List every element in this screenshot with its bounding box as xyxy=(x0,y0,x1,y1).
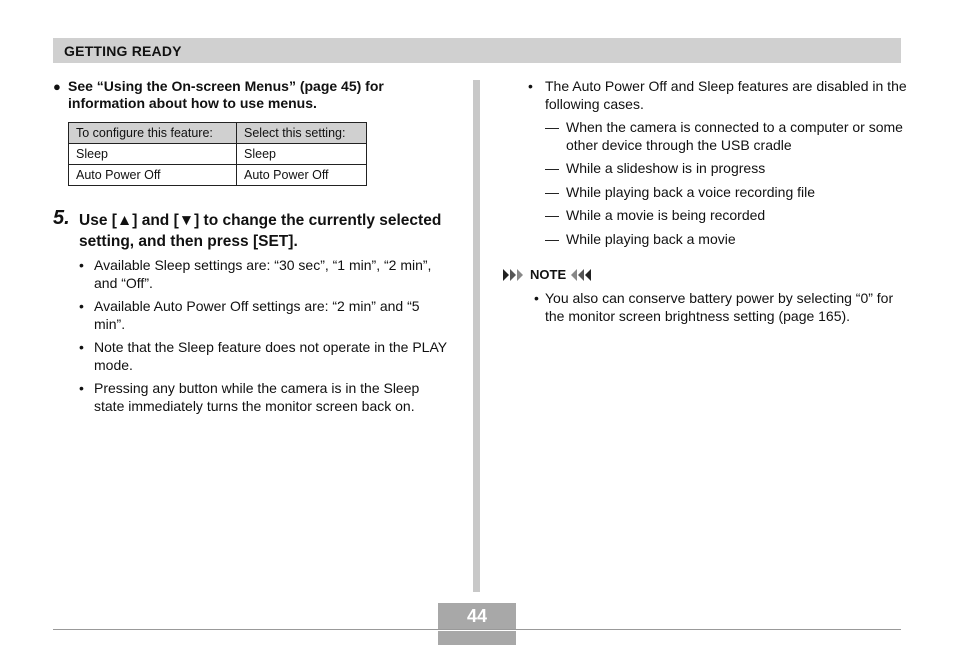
page-number-tab xyxy=(438,631,516,645)
bullet-icon: • xyxy=(79,298,84,314)
page-number: 44 xyxy=(438,603,516,629)
list-item-text: Available Auto Power Off settings are: “2 min” and “5 min”. xyxy=(94,298,420,332)
intro-text: See “Using the On-screen Menus” (page 45) for information about how to use menus. xyxy=(68,78,384,111)
list-item xyxy=(79,257,449,292)
list-item-text: While a movie is being recorded xyxy=(566,207,766,223)
table-cell: Auto Power Off xyxy=(69,165,237,186)
list-item xyxy=(528,78,908,113)
list-item xyxy=(79,380,449,415)
list-item xyxy=(528,207,908,225)
table-cell: Auto Power Off xyxy=(237,165,367,186)
step-bullet-list xyxy=(79,257,449,421)
step-5 xyxy=(53,207,453,252)
note-label: NOTE xyxy=(530,267,567,282)
dash-icon: — xyxy=(545,207,559,223)
dash-icon: — xyxy=(545,183,559,200)
note-left-arrows-icon xyxy=(503,269,524,281)
list-item-text: While playing back a movie xyxy=(566,230,736,247)
dash-icon: — xyxy=(545,230,559,247)
list-item xyxy=(528,160,908,178)
bullet-icon: • xyxy=(79,339,84,355)
dash-icon: — xyxy=(545,119,559,135)
footer-rule xyxy=(53,629,901,630)
right-column xyxy=(528,78,908,254)
dash-icon: — xyxy=(545,160,559,176)
table-cell: Sleep xyxy=(69,144,237,165)
step-number: 5. xyxy=(53,207,70,229)
table-cell: Sleep xyxy=(237,144,367,165)
disabled-cases-list xyxy=(528,119,908,248)
settings-table xyxy=(68,122,367,186)
section-header-bar xyxy=(53,38,901,63)
section-title: GETTING READY xyxy=(64,43,182,59)
note-list xyxy=(534,290,904,325)
bullet-icon: • xyxy=(528,78,533,94)
bullet-icon: • xyxy=(79,257,84,273)
right-bullet-list xyxy=(528,78,908,113)
list-item-text: The Auto Power Off and Sleep features are disabled in the following cases. xyxy=(545,78,907,112)
left-column xyxy=(53,78,453,414)
table-header-cell: To configure this feature: xyxy=(69,123,237,144)
list-item-text: When the camera is connected to a computer or some other device through the USB cradle xyxy=(566,119,903,153)
list-item-text: Available Sleep settings are: “30 sec”, “1 min”, “2 min”, and “Off”. xyxy=(94,257,432,291)
step-instruction: Use [▲] and [▼] to change the currently selected setting, and then press [SET]. xyxy=(79,212,442,250)
list-item-text: While playing back a voice recording file xyxy=(566,183,816,200)
list-item xyxy=(528,231,908,249)
column-divider xyxy=(473,80,480,592)
bullet-icon: • xyxy=(534,290,539,306)
list-item-text: Note that the Sleep feature does not operate in the PLAY mode. xyxy=(94,339,447,373)
list-item xyxy=(534,290,904,325)
list-item xyxy=(528,119,908,154)
list-item xyxy=(528,184,908,202)
list-item xyxy=(79,298,449,333)
note-right-arrows-icon xyxy=(571,269,592,281)
bullet-icon: ● xyxy=(53,79,61,94)
list-item-text: You also can conserve battery power by selecting “0” for the monitor screen brightness setting (page 165). xyxy=(545,290,894,324)
table-row xyxy=(69,144,367,165)
table-header-cell: Select this setting: xyxy=(237,123,367,144)
list-item-text: Pressing any button while the camera is in the Sleep state immediately turns the monitor screen back on. xyxy=(94,380,420,414)
table-row xyxy=(69,165,367,186)
table-header-row xyxy=(69,123,367,144)
note-heading xyxy=(503,267,592,282)
list-item-text: While a slideshow is in progress xyxy=(566,160,766,176)
bullet-icon: • xyxy=(79,380,84,396)
list-item xyxy=(79,339,449,374)
intro-note xyxy=(53,78,453,112)
